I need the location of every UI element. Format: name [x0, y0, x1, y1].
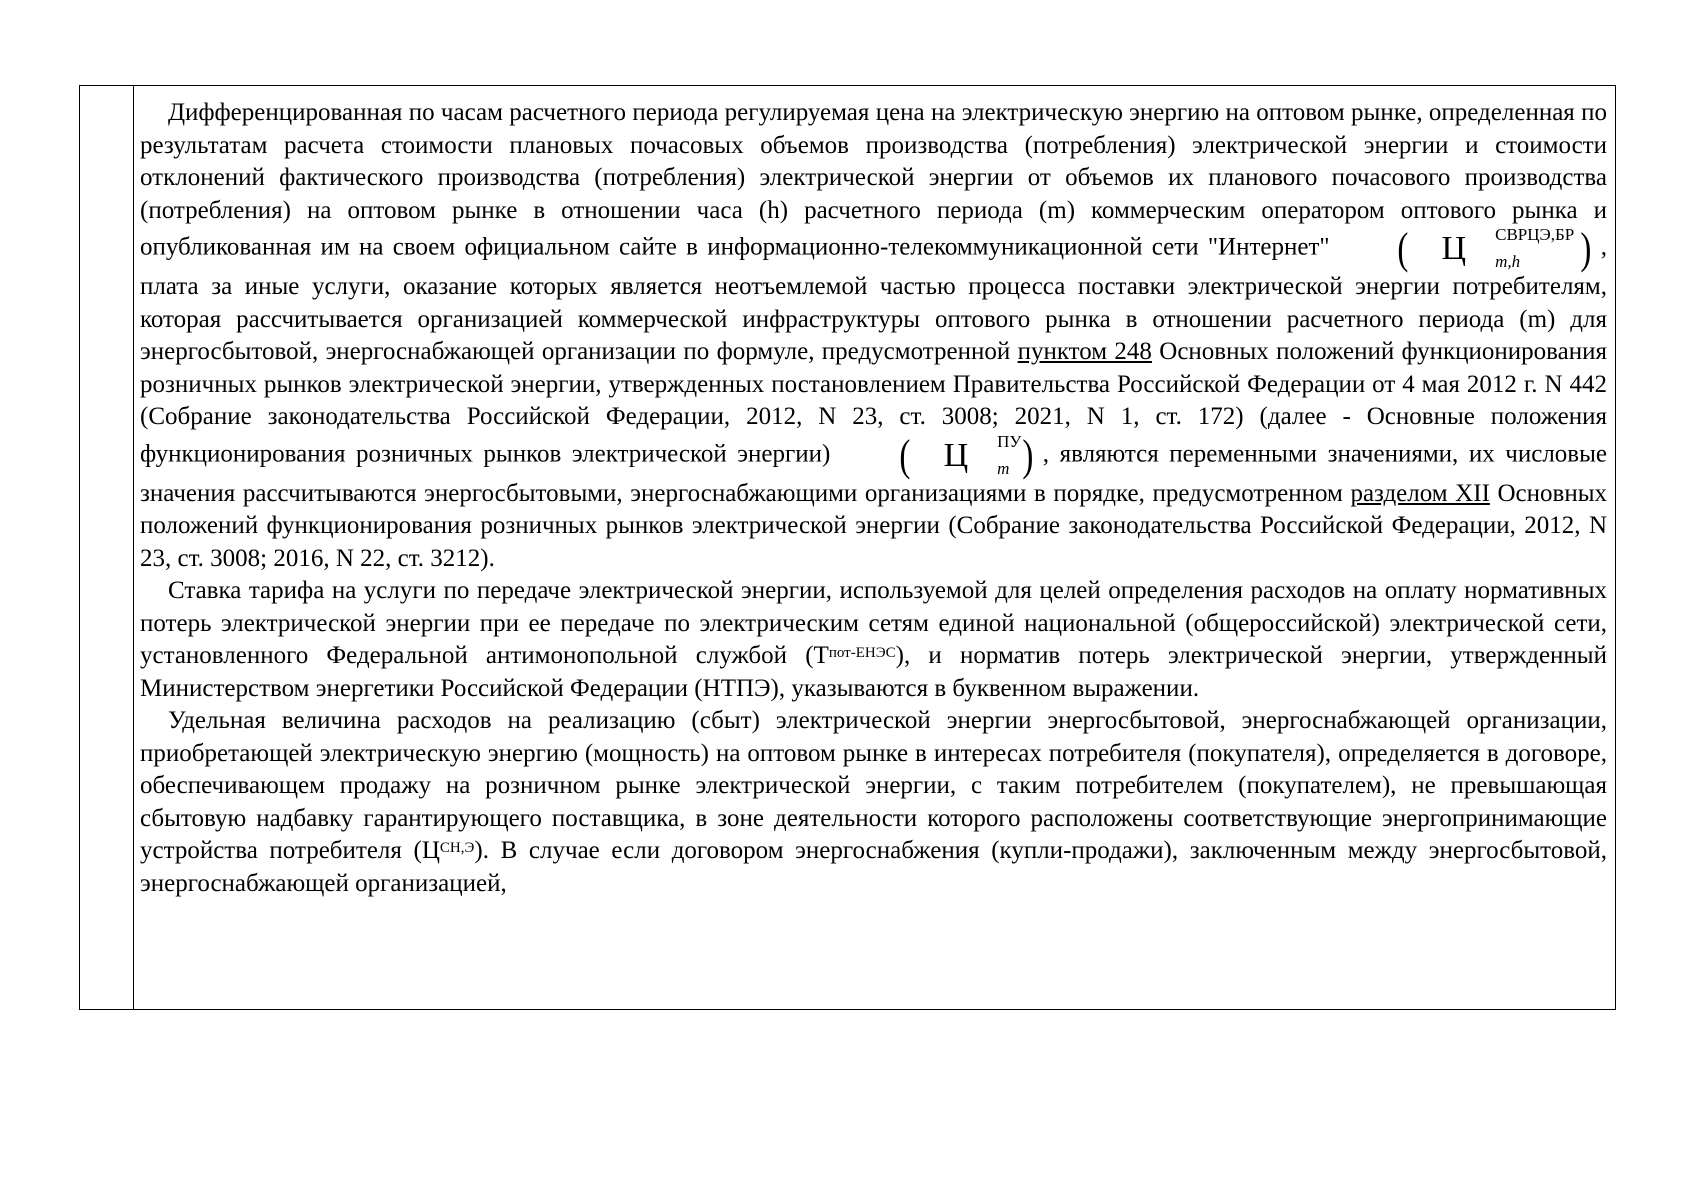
formula-price-pu: ( Ц ПУ m ): [899, 430, 1034, 480]
document-table: [79, 85, 1616, 1010]
link-razdel-xii[interactable]: разделом XII: [1350, 479, 1490, 507]
paragraph-3: Удельная величина расходов на реализацию (сбыт) электрической энергии энергосбытовой, энергоснабжающей организации, приобретающей электрическую энергию (мощность) на оптовом рынке в интересах потребителя (покупателя), определяется в договоре, обеспечивающем продажу на розничном рынке электрической энергии, с таким потребителем (покупателем), не превышающая сбытовую надбавку гарантирующего поставщика, в зоне деятельности которого расположены соответствующие энергопринимающие устройства потребителя $(Ц^{СН,Э})$. В случае если договором энергоснабжения (купли-продажи), заключенным между энергосбытовой, энергоснабжающей организацией,: [140, 707, 1607, 897]
document-text: [140, 97, 1607, 900]
paragraph-1: Дифференцированная по часам расчетного периода регулируемая цена на электрическую энергию на оптовом рынке, определенная по результатам расчета стоимости плановых почасовых объемов производства (потребления) электрической энергии и стоимости отклонений фактического производства (потребления) электрической энергии от объемов их планового почасового производства (потребления) на оптовом рынке в отношении часа (h) расчетного периода (m) коммерческим оператором оптового рынка и опубликованная им на своем официальном сайте в информационно-телекоммуникационной сети "Интернет" ( Ц СВРЦЭ,БР m,h ) , плата за иные услуги, оказание которых является неотъемлемой частью процесса поставки электрической энергии потребителям, которая рассчитывается организацией коммерческой инфраструктуры оптового рынка в отношении расчетного периода (m) для энергосбытовой, энергоснабжающей организации по формуле, предусмотренной пунктом 248 Основных положений функционирования розничных рынков электрической энергии, утвержденных постановлением Правительства Российской Федерации от 4 мая 2012 г. N 442 (Собрание законодательства Российской Федерации, 2012, N 23, ст. 3008; 2021, N 1, ст. 172) (далее - Основные положения функционирования розничных рынков электрической энергии) ( Ц ПУ m ) , являются переменными значениями, их числовые значения рассчитываются энергосбытовыми, энергоснабжающими организациями в порядке, предусмотренном разделом XII Основных положений функционирования розничных рынков электрической энергии (Собрание законодательства Российской Федерации, 2012, N 23, ст. 3008; 2016, N 22, ст. 3212).: [140, 99, 1608, 572]
formula-price-svrce-br: ( Ц СВРЦЭ,БР m,h ): [1397, 224, 1592, 273]
number-column: [80, 86, 134, 1009]
paragraph-2: Ставка тарифа на услуги по передаче электрической энергии, используемой для целей определения расходов на оплату нормативных потерь электрической энергии при ее передаче по электрическим сетям единой национальной (общероссийской) электрической сети, установленного Федеральной антимонопольной службой $(Т^{пот-ЕНЭС})$, и норматив потерь электрической энергии, утвержденный Министерством энергетики Российской Федерации (НТПЭ), указываются в буквенном выражении.: [140, 577, 1607, 702]
link-punkt-248[interactable]: пунктом 248: [1017, 338, 1152, 365]
superscript-pot-enes: пот-ЕНЭС: [828, 645, 896, 661]
superscript-sn-e: СН,Э: [439, 840, 475, 856]
